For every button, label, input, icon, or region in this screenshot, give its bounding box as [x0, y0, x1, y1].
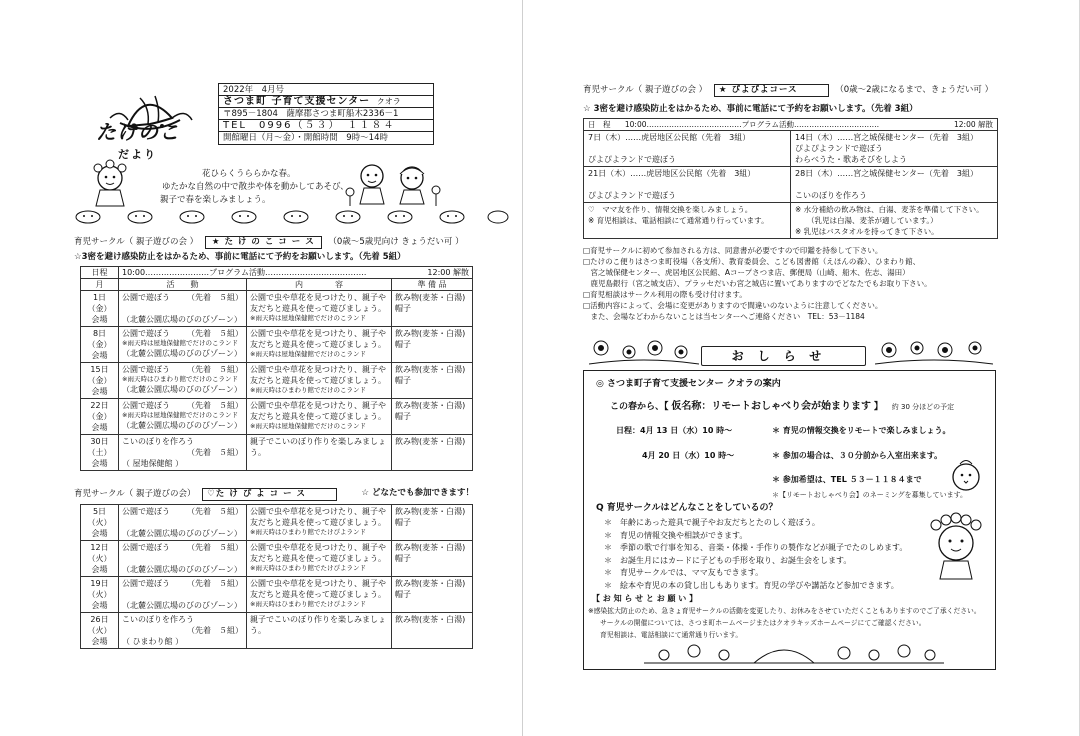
center-info-box [218, 83, 434, 145]
table-row [584, 203, 998, 239]
row-rain-note: ※雨天時はひまわり館でだけのこランド [250, 386, 366, 394]
faq-item: ＊ 季節の歌で行事を知る、音楽・体操・手作りの製作などが親子でたのしめます。 [604, 543, 908, 552]
org-name: クオラ [376, 97, 401, 106]
row-rain-note: ※雨天時はひまわり館でだけのこランド [122, 375, 238, 383]
newsletter-logo-subtitle: だより [118, 148, 157, 161]
org-row [219, 96, 433, 108]
child-flower-illustration [82, 158, 138, 210]
row-prep-2: 帽子 [395, 412, 411, 421]
row-activity: 公園で遊ぼう [122, 579, 170, 588]
faq-title: Q 育児サークルはどんなことをしているの？ [596, 503, 778, 513]
piyopiyo-schedule-label: 日 程 [588, 120, 611, 129]
row-content-1: 公園で虫や草花を見つけたり、親子や [250, 401, 386, 410]
row-venue: 会場 [91, 387, 108, 396]
row-location: （北麓公園広場のびのびゾーン） [122, 421, 242, 430]
row-content-1: 公園で虫や草花を見つけたり、親子や [250, 507, 386, 516]
row-prep-1: 飲み物(麦茶・白湯) [395, 507, 466, 516]
row-content-1: 公園で虫や草花を見つけたり、親子や [250, 579, 386, 588]
piyopiyo-course-tag: ★ ぴよぴよコース [714, 84, 829, 97]
remote-announcement [610, 401, 954, 414]
tabipiyo-note: ☆ どなたでも参加できます！ [361, 488, 474, 498]
row-venue: 会場 [91, 529, 108, 538]
row-prep-1: 飲み物(麦茶・白湯) [395, 543, 466, 552]
row-activity: こいのぼりを作ろう [122, 615, 194, 624]
takenoko-time-row [81, 267, 473, 279]
row-location: （ 屋地保健館 ） [122, 459, 184, 468]
general-notes [583, 245, 1003, 322]
takenoko-course-line [74, 236, 464, 249]
oshirase-title: ◎ さつま町子育て支援センター クオラの案内 [596, 379, 781, 389]
row-venue: 会場 [91, 637, 108, 646]
child-with-flower-crown-icon [924, 511, 986, 581]
row-rain-note: ※雨天時は屋地保健館でだけのこランド [122, 339, 238, 347]
table-row [81, 327, 473, 363]
row-content-2: 友だちと遊具を使って遊びましょう。 [250, 304, 386, 313]
row-activity: こいのぼりを作ろう [122, 437, 194, 446]
row-content-1: 親子でこいのぼり作りを楽しみましょ [250, 615, 386, 624]
row-dow: （火） [87, 554, 112, 563]
row-rain-note: ※雨天時はひまわり館でたけぴよランド [250, 600, 366, 608]
note-line: 鹿児島銀行（宮之城支店）、プラッセだいわ宮之城店に置いてありますのでどなたでもお取り下さい。 [583, 279, 932, 288]
row-prep-1: 飲み物(麦茶・白湯) [395, 437, 466, 446]
row-location: （北麓公園広場のびのびゾーン） [122, 385, 242, 394]
remote-date-1: 日程：4月 13 日（水）10 時～ [616, 426, 733, 435]
session-activity: こいのぼりを作ろう [795, 191, 867, 200]
footnote-left-2: ※ 育児相談は、電話相談にて通常通り行っています。 [588, 216, 769, 225]
row-capacity: （先着 ５組） [187, 329, 243, 338]
faq-item: ＊ お誕生月にはカードに子どもの手形を取り、お誕生会をします。 [604, 555, 852, 565]
takenoko-schedule-table [80, 266, 473, 471]
row-dow: （火） [87, 626, 112, 635]
piyopiyo-course-line [583, 84, 993, 97]
row-prep-2: 帽子 [395, 518, 411, 527]
row-capacity: （先着 ５組） [187, 626, 243, 635]
row-location: （ ひまわり館 ） [122, 637, 184, 646]
row-day: 8日 [92, 329, 107, 338]
takenoko-course-tag: ★ た け の こ コ ー ス [205, 236, 322, 249]
row-prep-2: 帽子 [395, 340, 411, 349]
row-rain-note: ※雨天時は屋地保健館でだけのこランド [122, 411, 238, 419]
table-row [81, 505, 473, 541]
row-content-1: 公園で虫や草花を見つけたり、親子や [250, 543, 386, 552]
piyopiyo-prefix: 育児サークル（ 親子遊びの会 ） [583, 85, 708, 95]
row-dow: （金） [87, 376, 112, 385]
row-activity: 公園で遊ぼう [122, 365, 170, 374]
table-row [584, 167, 998, 203]
row-day: 15日 [90, 365, 109, 374]
row-activity: 公園で遊ぼう [122, 543, 170, 552]
row-activity: 公園で遊ぼう [122, 401, 170, 410]
piyopiyo-age: （0歳～2歳になるまで、きょうだい可 ） [835, 85, 994, 95]
bottom-flowers-decoration-icon [644, 633, 944, 667]
hours-label: 開館曜日（月～金）・開館時間 9時～14時 [223, 133, 388, 143]
row-content-2: 友だちと遊具を使って遊びましょう。 [250, 412, 386, 421]
row-content-1: 公園で虫や草花を見つけたり、親子や [250, 293, 386, 302]
remote-point-1: ＊ 育児の情報交換をリモートで楽しみましょう。 [772, 426, 951, 435]
row-rain-note: ※雨天時は屋地保健館でだけのこランド [250, 350, 366, 358]
row-capacity: （先着 ５組） [187, 579, 243, 588]
remote-naming-note: ＊【リモートおしゃべり会】のネーミングを募集しています。 [772, 491, 968, 499]
session-activity: ぴよぴよランドで遊ぼう [795, 144, 883, 153]
row-content-2: 友だちと遊具を使って遊びましょう。 [250, 554, 386, 563]
table-row [81, 363, 473, 399]
table-row [584, 131, 998, 167]
piyopiyo-reservation-note: ☆ 3密を避け感染防止をはかるため、事前に電話にて予約をお願いします。（先着 3組） [583, 104, 918, 114]
piyopiyo-time-row [584, 119, 998, 131]
tabipiyo-prefix: 育児サークル（ 親子遊びの会） [74, 489, 196, 499]
tabipiyo-schedule-table [80, 504, 473, 649]
faq-item: ＊ 育児サークルでは、ママ友もできます。 [604, 568, 764, 577]
greeting-line-3: 親子で春を楽しみましょう。 [160, 195, 271, 205]
row-day: 22日 [90, 401, 109, 410]
row-content-2: う。 [250, 626, 266, 635]
notice-line-1: ※感染拡大防止のため、急きょ育児サークルの活動を変更したり、お休みをさせていただくこともありますのでご了承ください。 [588, 607, 981, 615]
session-activity-2: わらべうた・歌あそびをしよう [795, 155, 907, 164]
row-venue: 会場 [91, 315, 108, 324]
row-day: 26日 [90, 615, 109, 624]
row-activity: 公園で遊ぼう [122, 507, 170, 516]
row-day: 1日 [92, 293, 107, 302]
table-row [81, 613, 473, 649]
notice-title: 【 お 知 ら せ と お 願 い 】 [592, 594, 698, 603]
row-venue: 会場 [91, 351, 108, 360]
row-prep-1: 飲み物(麦茶・白湯) [395, 365, 466, 374]
newsletter-logo-text: たけのこ [96, 120, 180, 144]
note-line: □たけのこ便りはさつま町役場（各支所）、教育委員会、こども図書館（えほんの森）、ひまわり館、 [583, 257, 921, 266]
org-label: さつま町 子育て支援センター [223, 96, 371, 107]
footnote-left-1: ♡ ママ友を作り、情報交換を楽しみましょう。 [588, 205, 753, 214]
row-venue: 会場 [91, 459, 108, 468]
remote-lead: この春から、【 [610, 402, 669, 412]
row-rain-note: ※雨天時はひまわり館でたけぴよランド [250, 564, 366, 572]
piyopiyo-time-end: 12:00 解散 [954, 120, 993, 129]
takenoko-header-row [81, 279, 473, 291]
remote-duration: 約 30 分ほどの予定 [891, 403, 955, 411]
row-venue: 会場 [91, 601, 108, 610]
header-activity: 活 動 [119, 279, 247, 291]
remote-close: 】 [873, 402, 883, 412]
header-items: 準 備 品 [392, 279, 473, 291]
row-content-2: 友だちと遊具を使って遊びましょう。 [250, 376, 386, 385]
header-month: 月 [81, 279, 119, 291]
tel-label: TEL 0996（５３） １１８４ [219, 120, 433, 132]
row-venue: 会場 [91, 423, 108, 432]
session-activity: ぴよぴよランドで遊ぼう [588, 155, 676, 164]
piyopiyo-time-start: 10:00‥‥‥‥‥‥‥‥‥‥‥‥‥‥‥‥‥‥‥プログラム活動‥‥‥‥‥‥‥‥‥‥‥‥‥‥‥‥‥ [624, 120, 880, 129]
oshirase-box [583, 370, 996, 670]
row-prep-2: 帽子 [395, 304, 411, 313]
row-dow: （金） [87, 340, 112, 349]
notice-line-2: サークルの開催については、さつま町ホームページまたはクオラキッズホームページにてご確認ください。 [600, 619, 926, 627]
row-prep-1: 飲み物(麦茶・白湯) [395, 329, 466, 338]
row-day: 19日 [90, 579, 109, 588]
footnote-right-3: ※ 乳児はバスタオルを持ってきて下さい。 [795, 227, 939, 236]
decorative-faces-border-icon [70, 205, 510, 225]
row-activity: 公園で遊ぼう [122, 329, 170, 338]
tabipiyo-course-line [74, 488, 474, 501]
table-row [81, 291, 473, 327]
issue-label: 2022年 4月号 [219, 84, 433, 96]
row-capacity: （先着 ５組） [187, 448, 243, 457]
session-date-venue: 14日（木）‥‥‥宮之城保健センター（先着 3組） [795, 133, 978, 142]
faq-item: ＊ 絵本や育児の本の貸し出しもあります。育児の学びや講話など参加できます。 [604, 580, 899, 590]
row-dow: （土） [87, 448, 112, 457]
row-location: （北麓公園広場のびのびゾーン） [122, 601, 242, 610]
session-date-venue: 21日（木）‥‥‥虎居地区公民館（先着 3組） [588, 169, 756, 178]
note-line: □活動内容によって、会場に変更がありますので間違いのないように注意してください。 [583, 301, 883, 310]
takenoko-reservation-note: ☆3密を避け感染防止をはかるため、事前に電話にて予約をお願いします。（先着 5組） [74, 252, 406, 262]
row-prep-2: 帽子 [395, 376, 411, 385]
row-prep-2: 帽子 [395, 554, 411, 563]
row-rain-note: ※雨天時は屋地保健館でだけのこランド [250, 314, 366, 322]
note-line: 宮之城保健センター、虎居地区公民館、Aコープさつま店、郵便局（山崎、船木、佐志、湯田） [583, 268, 910, 277]
row-dow: （火） [87, 518, 112, 527]
spring-greeting [160, 168, 349, 207]
row-content-1: 親子でこいのぼり作りを楽しみましょ [250, 437, 386, 446]
flowers-right-decoration-icon [875, 336, 993, 366]
takenoko-age: （0歳～5歳児向け きょうだい可 ） [328, 237, 464, 247]
notice-line-3: 育児相談は、電話相談にて通常通り行います。 [600, 631, 743, 639]
footnote-right-1: ※ 水分補給の飲み物は、白湯、麦茶を準備して下さい。 [795, 205, 984, 214]
greeting-line-2: ゆたかな自然の中で散歩や体を動かしてあそび、 [162, 182, 349, 192]
chick-illustration-icon [946, 455, 986, 495]
row-capacity: （先着 ５組） [187, 507, 243, 516]
table-row [81, 399, 473, 435]
remote-point-3: ＊ 参加希望は、TEL ５３－１１８４まで [772, 475, 922, 484]
row-dow: （金） [87, 412, 112, 421]
row-content-2: 友だちと遊具を使って遊びましょう。 [250, 340, 386, 349]
session-date-venue: 28日（木）‥‥‥宮之城保健センター（先着 3組） [795, 169, 978, 178]
row-capacity: （先着 ５組） [187, 401, 243, 410]
row-content-1: 公園で虫や草花を見つけたり、親子や [250, 365, 386, 374]
faq-item: ＊ 育児の情報交換や相談ができます。 [604, 530, 748, 540]
row-location: （北麓公園広場のびのびゾーン） [122, 315, 242, 324]
row-day: 12日 [90, 543, 109, 552]
note-line: □育児サークルに初めて参加される方は、同意書が必要ですので印鑑を持参して下さい。 [583, 246, 883, 255]
takenoko-prefix: 育児サークル（ 親子遊びの会 ） [74, 237, 199, 247]
footnote-right-2: （乳児は白湯、麦茶が適しています。） [807, 216, 938, 225]
children-playing-illustration [342, 160, 446, 208]
row-venue: 会場 [91, 565, 108, 574]
remote-point-2: ＊ 参加の場合は、３０分前から入室出来ます。 [772, 451, 943, 460]
row-dow: （火） [87, 590, 112, 599]
row-capacity: （先着 ５組） [187, 293, 243, 302]
row-content-2: 友だちと遊具を使って遊びましょう。 [250, 518, 386, 527]
row-prep-1: 飲み物(麦茶・白湯) [395, 293, 466, 302]
row-dow: （金） [87, 304, 112, 313]
remote-date-2: 4月 20 日（水）10 時～ [642, 451, 735, 460]
takenoko-time-cell [119, 267, 473, 279]
row-activity: 公園で遊ぼう [122, 293, 170, 302]
note-line: また、会場などわからないことは当センターへご連絡ください TEL：53－1184 [583, 312, 865, 321]
row-capacity: （先着 ５組） [187, 543, 243, 552]
row-location: （北麓公園広場のびのびゾーン） [122, 529, 242, 538]
piyopiyo-schedule-table [583, 118, 998, 239]
remote-event-name: 仮名称：リモートおしゃべり会が始まります [671, 401, 871, 412]
table-row [81, 541, 473, 577]
greeting-line-1: 花ひらくうららかな春。 [202, 169, 296, 179]
row-content-2: 友だちと遊具を使って遊びましょう。 [250, 590, 386, 599]
oshirase-banner: おしらせ [701, 346, 866, 366]
row-prep-1: 飲み物(麦茶・白湯) [395, 579, 466, 588]
session-date-venue: 7日（木）‥‥‥虎居地区公民館（先着 3組） [588, 133, 751, 142]
address-label: 〒895－1804 薩摩郡さつま町船木2336－1 [219, 108, 433, 120]
table-row [81, 435, 473, 471]
row-day: 5日 [92, 507, 107, 516]
row-day: 30日 [90, 437, 109, 446]
takenoko-time-start: 10:00‥‥‥‥‥‥‥‥‥‥‥‥プログラム活動‥‥‥‥‥‥‥‥‥‥‥‥‥‥‥‥‥‥‥ [122, 268, 367, 277]
session-activity: ぴよぴよランドで遊ぼう [588, 191, 676, 200]
row-location: （北麓公園広場のびのびゾーン） [122, 349, 242, 358]
faq-list [604, 517, 907, 592]
row-prep-1: 飲み物(麦茶・白湯) [395, 615, 466, 624]
takenoko-time-end: 12:00 解散 [427, 268, 470, 277]
faq-item: ＊ 年齢にあった遊具で親子やお友だちとたのしく遊ぼう。 [604, 518, 820, 527]
note-line: □育児相談はサークル利用の際も受け付けます。 [583, 290, 747, 299]
row-location: （北麓公園広場のびのびゾーン） [122, 565, 242, 574]
header-content: 内 容 [247, 279, 392, 291]
row-content-1: 公園で虫や草花を見つけたり、親子や [250, 329, 386, 338]
tabipiyo-course-tag: ♡た け ぴ よ コ ー ス [202, 488, 337, 501]
flowers-left-decoration-icon [589, 336, 699, 366]
table-row [81, 577, 473, 613]
row-content-2: う。 [250, 448, 266, 457]
schedule-label: 日程 [81, 267, 119, 279]
row-rain-note: ※雨天時はひまわり館でたけぴよランド [250, 528, 366, 536]
row-capacity: （先着 ５組） [187, 365, 243, 374]
row-prep-1: 飲み物(麦茶・白湯) [395, 401, 466, 410]
row-rain-note: ※雨天時は屋地保健館でだけのこランド [250, 422, 366, 430]
row-prep-2: 帽子 [395, 590, 411, 599]
